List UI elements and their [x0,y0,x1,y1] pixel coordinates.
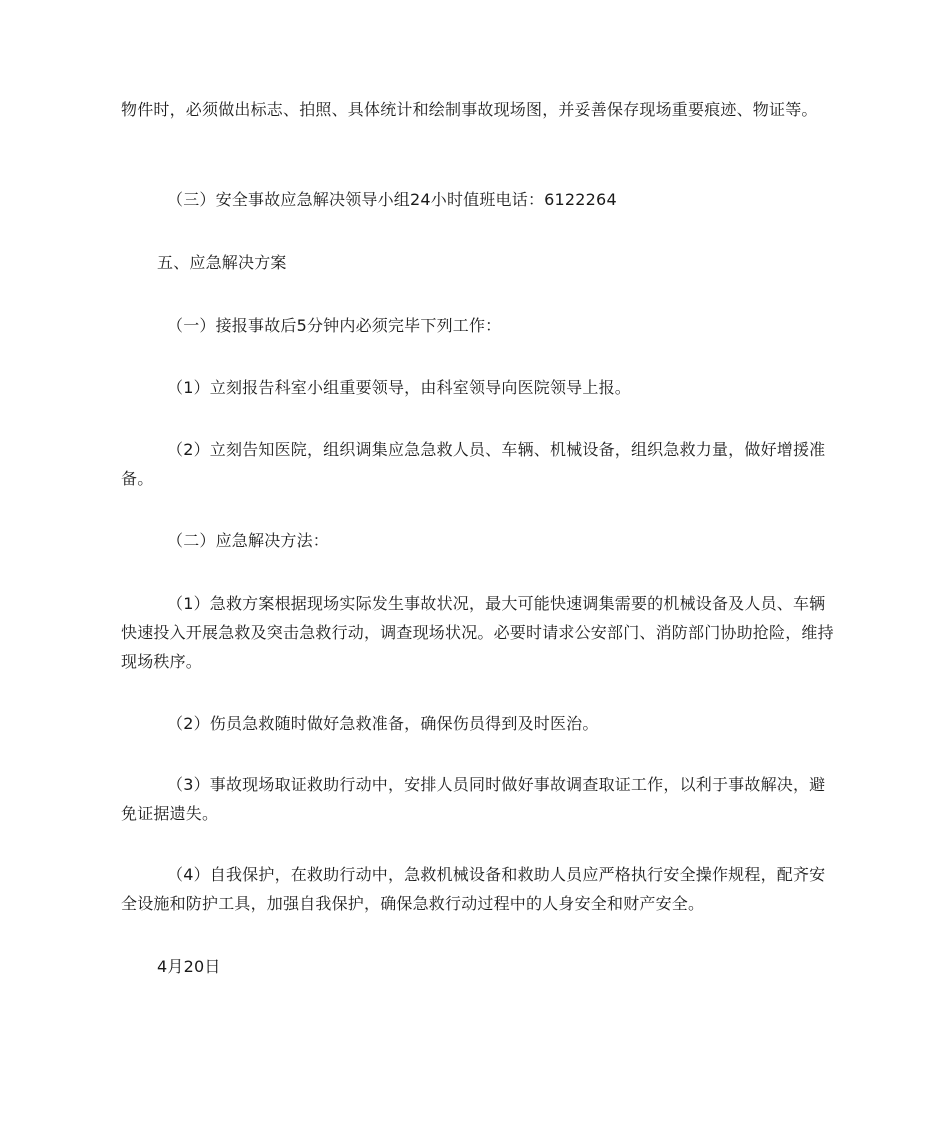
paragraph-report-tasks: （一）接报事故后5分钟内必须完毕下列工作： [167,316,502,335]
list-item-evidence-collection: （3）事故现场取证救助行动中，安排人员同时做好事故调查取证工作，以利于事故解决，避免证据遗失。 [121,775,826,823]
list-item-notify-hospital: （2）立刻告知医院，组织调集应急急救人员、车辆、机械设备，组织急救力量，做好增援准备。 [121,440,826,488]
paragraph-duty-phone: （三）安全事故应急解决领导小组24小时值班电话：6122264 [167,190,617,209]
list-item-rescue-plan: （1）急救方案根据现场实际发生事故状况，最大可能快速调集需要的机械设备及人员、车辆快速投入开展急救及突击急救行动，调查现场状况。必要时请求公安部门、消防部门协助抢险，维持现场秩序。 [121,594,834,671]
list-item-self-protection: （4）自我保护，在救助行动中，急救机械设备和救助人员应严格执行安全操作规程，配齐安全设施和防护工具，加强自我保护，确保急救行动过程中的人身安全和财产安全。 [121,865,826,913]
paragraph-response-methods: （二）应急解决方法： [167,531,330,550]
list-item-report-leaders: （1）立刻报告科室小组重要领导，由科室领导向医院领导上报。 [167,378,631,397]
paragraph-evidence-preservation: 物件时，必须做出标志、拍照、具体统计和绘制事故现场图，并妥善保存现场重要痕迹、物证等。 [121,100,818,119]
section-heading-emergency-plan: 五、应急解决方案 [157,253,287,272]
document-date: 4月20日 [157,957,221,976]
list-item-casualty-care: （2）伤员急救随时做好急救准备，确保伤员得到及时医治。 [167,714,599,733]
